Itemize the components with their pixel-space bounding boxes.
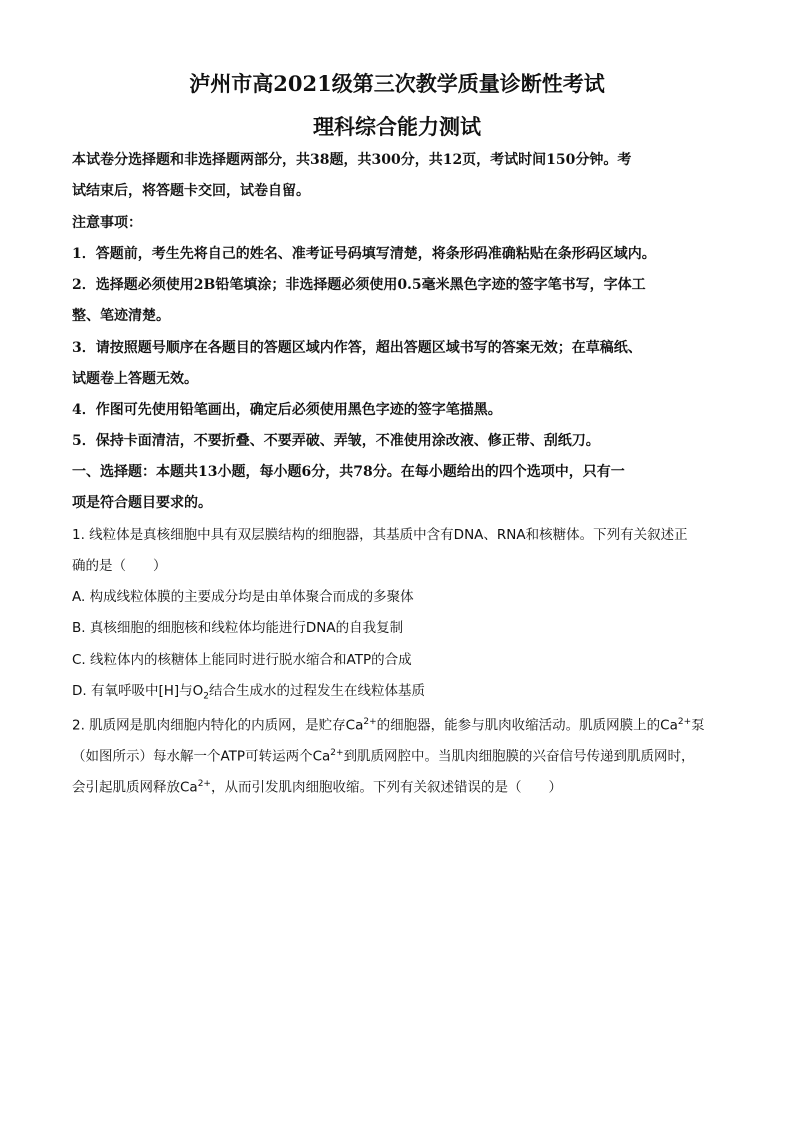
question-2-stem xyxy=(72,743,732,767)
ion-charge: 2+ xyxy=(677,717,692,727)
stem-text: ，从而引发肌肉细胞收缩。下列有关叙述错误的是（ ） xyxy=(210,779,562,796)
notice-item: 5．保持卡面清洁，不要折叠、不要弄破、弄皱，不准使用涂改液、修正带、刮纸刀。 xyxy=(72,433,600,449)
notice-item: 4．作图可先使用铅笔画出，确定后必须使用黑色字迹的签字笔描黑。 xyxy=(72,402,502,418)
option-d-text: 结合生成水的过程发生在线粒体基质 xyxy=(209,683,426,699)
option-d-text: D. 有氧呼吸中[H]与O xyxy=(72,683,204,699)
notice-item: 1．答题前，考生先将自己的姓名、准考证号码填写清楚，将条形码准确粘贴在条形码区域内。 xyxy=(72,246,656,262)
exam-subtitle: 理科综合能力测试 xyxy=(313,114,481,139)
notice-item: 3．请按照题号顺序在各题目的答题区域内作答，超出答题区域书写的答案无效；在草稿纸、 xyxy=(72,340,642,356)
question-1-option-b: B. 真核细胞的细胞核和线粒体均能进行DNA的自我复制 xyxy=(72,620,404,636)
ion-charge: 2+ xyxy=(197,779,211,789)
exam-title: 泸州市高2021级第三次教学质量诊断性考试 xyxy=(189,71,605,96)
stem-text: 泵 xyxy=(691,717,705,734)
stem-text: 的细胞器，能参与肌肉收缩活动。肌质网膜上的Ca xyxy=(376,717,678,734)
question-1-stem: 确的是（ ） xyxy=(72,558,167,574)
section-heading: 一、选择题：本题共13小题，每小题6分，共78分。在每小题给出的四个选项中，只有一 xyxy=(72,464,625,480)
ion-charge: 2+ xyxy=(330,748,344,758)
notice-heading: 注意事项： xyxy=(72,215,142,231)
notice-item: 整、笔迹清楚。 xyxy=(72,308,170,324)
question-1-stem: 1. 线粒体是真核细胞中具有双层膜结构的细胞器，其基质中含有DNA、RNA和核糖体。下列有关叙述正 xyxy=(72,527,688,543)
subscript: 2 xyxy=(203,691,210,702)
question-1-option-d xyxy=(72,681,732,707)
notice-item: 2．选择题必须使用2B铅笔填涂；非选择题必须使用0.5毫米黑色字迹的签字笔书写，字体工 xyxy=(72,277,646,293)
intro-line: 试结束后，将答题卡交回，试卷自留。 xyxy=(72,183,310,199)
question-1-option-a: A. 构成线粒体膜的主要成分均是由单体聚合而成的多聚体 xyxy=(72,589,414,605)
section-heading: 项是符合题目要求的。 xyxy=(72,495,212,511)
stem-text: 到肌质网腔中。当肌肉细胞膜的兴奋信号传递到肌质网时， xyxy=(343,748,695,765)
stem-text: （如图所示）每水解一个ATP可转运两个Ca xyxy=(72,748,331,765)
notice-item: 试题卷上答题无效。 xyxy=(72,371,198,387)
question-1-option-c: C. 线粒体内的核糖体上能同时进行脱水缩合和ATP的合成 xyxy=(72,652,412,668)
question-2-stem xyxy=(72,712,732,736)
ion-charge: 2+ xyxy=(363,717,377,727)
stem-text: 2. 肌质网是肌肉细胞内特化的内质网，是贮存Ca xyxy=(72,717,364,734)
question-2-stem xyxy=(72,774,732,798)
stem-text: 会引起肌质网释放Ca xyxy=(72,779,198,796)
intro-line: 本试卷分选择题和非选择题两部分，共38题，共300分，共12页，考试时间150分钟。考 xyxy=(72,152,632,168)
